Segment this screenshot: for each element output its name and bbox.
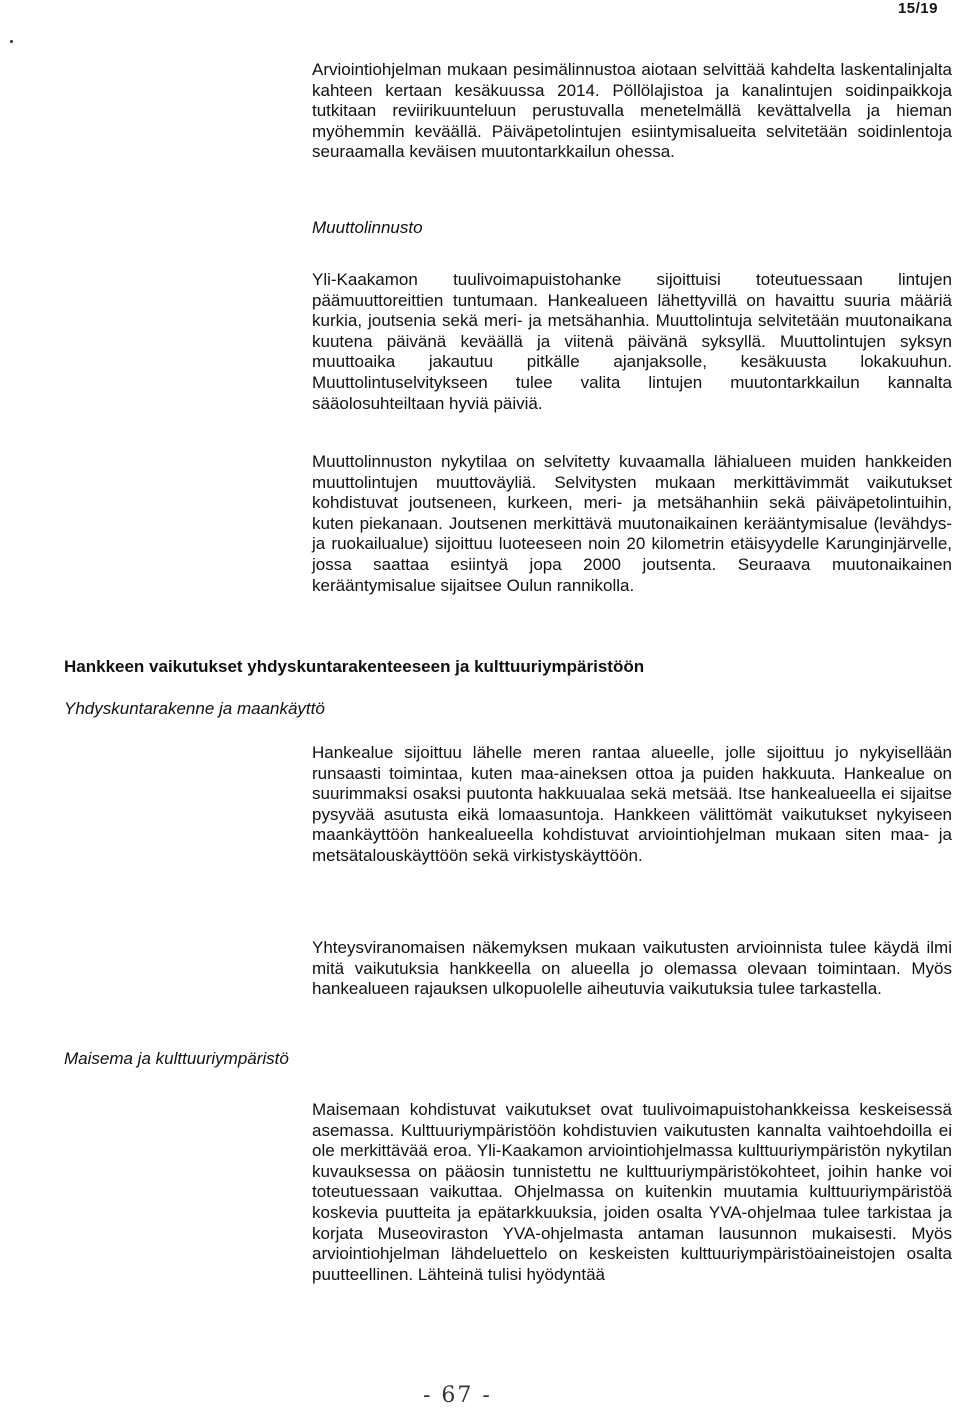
paragraph-muuttolinnusto-2: Muuttolinnuston nykytilaa on selvitetty kuvaamalla lähialueen muiden hankkeiden muuttolintujen muuttoväyliä. Selvitysten mukaan merkittävimmät vaikutukset kohdistuvat joutseneen, kurkeen, meri- ja metsähanhiin sekä päiväpetolintuihin, kuten piekanaan. Joutsenen merkittävä muutonaikainen kerääntymisalue (levähdys- ja ruokailualue) sijoittuu luoteeseen noin 20 kilometrin etäisyydelle Karunginjärvelle, jossa saattaa esiintyä jopa 2000 joutsenta. Seuraava muutonaikainen kerääntymisalue sijaitsee Oulun rannikolla. <box>312 452 952 595</box>
paragraph-muuttolinnusto-1: Yli-Kaakamon tuulivoimapuistohanke sijoittuisi toteutuessaan lintujen päämuuttoreittien tuntumaan. Hankealueen lähettyvillä on havaittu suuria määriä kurkia, joutsenia sekä meri- ja metsähanhia. Muuttolintuja selvitetään muutonaikana kuutena päivänä keväällä ja viitenä päivänä syksyllä. Muuttolintujen syksyn muuttoaika jakautuu pitkälle ajanjaksolle, kesäkuusta lokakuuhun. Muuttolintuselvitykseen tulee valita lintujen muutontarkkailun kannalta sääolosuhteiltaan hyviä päiviä. <box>312 270 952 413</box>
heading-maisema: Maisema ja kulttuuriympäristö <box>64 1049 289 1068</box>
section-heading: Hankkeen vaikutukset yhdyskuntarakenteeseen ja kulttuuriympäristöön <box>64 657 645 676</box>
scan-speck <box>10 40 13 43</box>
page-number: 15/19 <box>897 0 938 17</box>
paragraph-maisema-1: Maisemaan kohdistuvat vaikutukset ovat tuulivoimapuistohankkeissa keskeisessä asemassa. Kulttuuriympäristöön kohdistuvien vaikutusten kannalta vaihtoehdoilla ei ole merkittävää eroa. Yli-Kaakamon arviointiohjelmassa kulttuuriympäristön nykytilan kuvauksessa on pääosin tunnistettu ne kulttuuriympäristökohteet, joihin hanke voi toteutuessaan vaikuttaa. Ohjelmassa on kuitenkin muutamia kulttuuriympäristöä koskevia puutteita ja epätarkkuuksia, joiden osalta YVA-ohjelmaa tulee tarkistaa ja korjata Museoviraston YVA-ohjelmasta antaman lausunnon mukaisesti. Myös arviointiohjelman lähdeluettelo on keskeisten kulttuuriympäristöaineistojen osalta puutteellinen. Lähteinä tulisi hyödyntää <box>312 1100 952 1284</box>
paragraph-intro: Arviointiohjelman mukaan pesimälinnustoa aiotaan selvittää kahdelta laskentalinjalta kahteen kertaan kesäkuussa 2014. Pöllölajistoa ja kanalintujen soidinpaikkoja tutkitaan reviirikuunteluun perustuvalla menetelmällä kevättalvella ja hieman myöhemmin keväällä. Päiväpetolintujen esiintymisalueita selvitetään soidinlentoja seuraamalla keväisen muutontarkkailun ohessa. <box>312 60 952 162</box>
paragraph-yhdyskunta-2: Yhteysviranomaisen näkemyksen mukaan vaikutusten arvioinnista tulee käydä ilmi mitä vaikutuksia hankkeella on alueella jo olemassa olevaan toimintaan. Myös hankealueen rajauksen ulkopuolelle aiheutuvia vaikutuksia tulee tarkastella. <box>312 938 952 999</box>
heading-muuttolinnusto: Muuttolinnusto <box>312 218 423 237</box>
handwritten-page-mark: - 67 - <box>423 1383 492 1408</box>
heading-yhdyskuntarakenne: Yhdyskuntarakenne ja maankäyttö <box>64 699 325 718</box>
paragraph-yhdyskunta-1: Hankealue sijoittuu lähelle meren rantaa alueelle, jolle sijoittuu jo nykyisellään runsaasti toimintaa, kuten maa-aineksen ottoa ja puiden hakkuuta. Hankealue on suurimmaksi osaksi puutonta hakkuualaa sekä metsää. Itse hankealueella ei sijaitse pysyvää asutusta eikä lomaasuntoja. Hankkeen välittömät vaikutukset nykyiseen maankäyttöön hankealueella kohdistuvat arviointiohjelman mukaan siten maa- ja metsätalouskäyttöön sekä virkistyskäyttöön. <box>312 743 952 865</box>
